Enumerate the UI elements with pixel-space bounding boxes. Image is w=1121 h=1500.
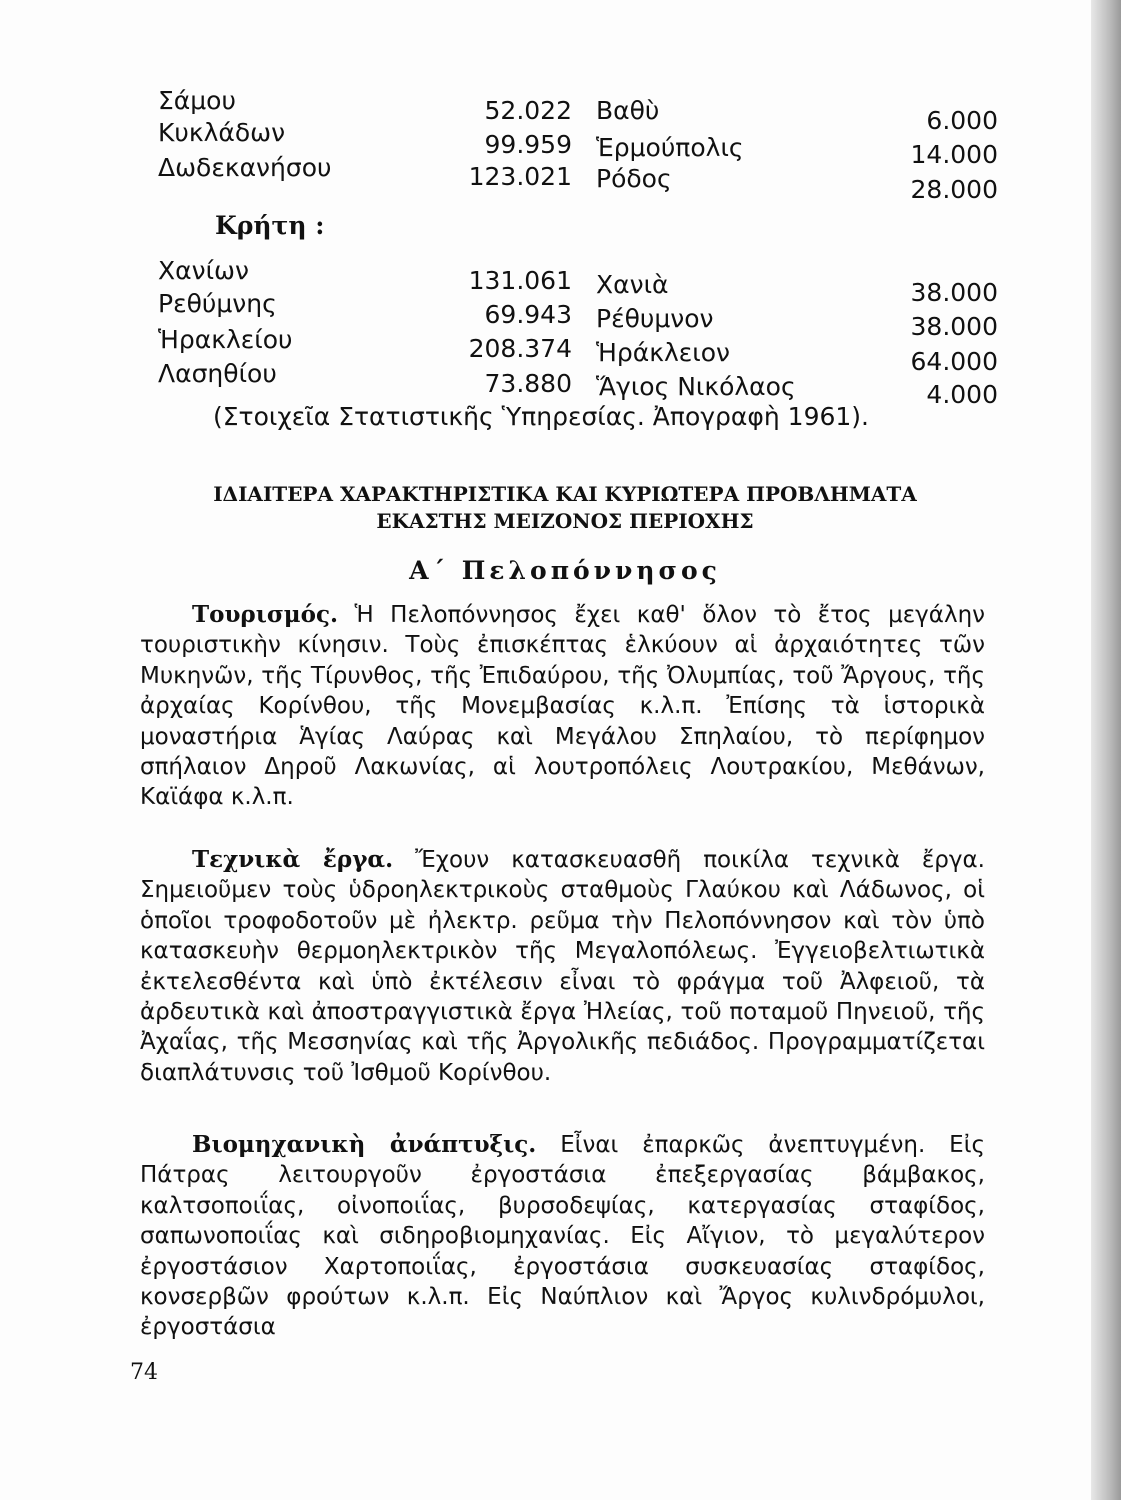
table-row-capital: Χανιὰ	[596, 270, 669, 299]
section-heading-line2: ΕΚΑΣΤΗΣ ΜΕΙΖΟΝΟΣ ΠΕΡΙΟΧΗΣ	[376, 509, 754, 533]
table-row-capital: Ἡράκλειον	[596, 338, 730, 367]
paragraph-lead: Τουρισμός.	[192, 601, 338, 628]
region-title-crete: Κρήτη :	[215, 211, 325, 240]
table-row-capital: Βαθὺ	[596, 96, 660, 125]
book-spine-shadow	[1091, 0, 1121, 1500]
table-row-capital-population: 6.000	[926, 106, 998, 135]
table-row-population: 123.021	[468, 162, 572, 191]
table-row-name: Λασηθίου	[158, 359, 277, 388]
table-row-capital: Ἑρμούπολις	[596, 133, 744, 162]
table-row-capital: Ρόδος	[596, 164, 672, 193]
section-heading-line1: ΙΔΙΑΙΤΕΡΑ ΧΑΡΑΚΤΗΡΙΣΤΙΚΑ ΚΑΙ ΚΥΡΙΩΤΕΡΑ ΠΡΟΒΛΗΜΑΤΑ	[213, 482, 917, 506]
paragraph-tourism	[140, 600, 985, 813]
table-row-population: 208.374	[468, 334, 572, 363]
paragraph-technical-works	[140, 845, 985, 1088]
source-note: (Στοιχεῖα Στατιστικῆς Ὑπηρεσίας. Ἀπογραφὴ 1961).	[213, 402, 870, 431]
paragraph-text: Ἔχουν κατασκευασθῆ ποικίλα τεχνικὰ ἔργα. Σημειοῦμεν τοὺς ὑδροηλεκτρικοὺς σταθμοὺς Γλαύκου καὶ Λάδωνος, οἱ ὁποῖοι τροφοδοτοῦν μὲ ἠλεκτρ. ρεῦμα τὴν Πελοπόννησον καὶ τὸν ὑπὸ κατασκευὴν θερμοηλεκτρικὸν τῆς Μεγαλοπόλεως. Ἐγγειοβελτιωτικὰ ἐκτελεσθέντα καὶ ὑπὸ ἐκτέλεσιν εἶναι τὸ φράγμα τοῦ Ἀλφειοῦ, τὰ ἀρδευτικὰ καὶ ἀποστραγγιστικὰ ἔργα Ἠλείας, τοῦ ποταμοῦ Πηνειοῦ, τῆς Ἀχαΐας, τῆς Μεσσηνίας καὶ τῆς Ἀργολικῆς πεδιάδος. Προγραμματίζεται διαπλάτυνσις τοῦ Ἰσθμοῦ Κορίνθου.	[140, 847, 985, 1086]
table-row-population: 52.022	[484, 96, 572, 125]
paragraph-industrial-development	[140, 1130, 985, 1343]
table-row-capital-population: 14.000	[910, 140, 998, 169]
table-row-name: Δωδεκανήσου	[158, 153, 332, 182]
table-row-capital-population: 64.000	[910, 347, 998, 376]
paragraph-lead: Βιομηχανικὴ ἀνάπτυξις.	[192, 1131, 537, 1158]
table-row-capital-population: 38.000	[910, 278, 998, 307]
table-row-capital-population: 38.000	[910, 312, 998, 341]
paragraph-text: Εἶναι ἐπαρκῶς ἀνεπτυγμένη. Εἰς Πάτρας λειτουργοῦν ἐργοστάσια ἐπεξεργασίας βάμβακος, καλτσοποιΐας, οἰνοποιΐας, βυρσοδεψίας, κατεργασίας σταφίδος, σαπωνοποιΐας καὶ σιδηροβιομηχανίας. Εἰς Αἴγιον, τὸ μεγαλύτερον ἐργοστάσιον Χαρτοποιΐας, ἐργοστάσια συσκευασίας σταφίδος, κονσερβῶν φρούτων κ.λ.π. Εἰς Ναύπλιον καὶ Ἄργος κυλινδρόμυλοι, ἐργοστάσια	[140, 1132, 985, 1341]
table-row-name: Ρεθύμνης	[158, 289, 277, 318]
table-row-capital: Ἅγιος Νικόλαος	[596, 372, 796, 401]
subsection-heading: Α΄ Πελοπόννησος	[409, 556, 721, 585]
table-row-population: 73.880	[484, 369, 572, 398]
table-row-name: Σάμου	[158, 86, 236, 115]
table-row-name: Χανίων	[158, 256, 249, 285]
table-row-name: Ἡρακλείου	[158, 325, 293, 354]
paragraph-text: Ἡ Πελοπόννησος ἔχει καθ' ὅλον τὸ ἔτος μεγάλην τουριστικὴν κίνησιν. Τοὺς ἐπισκέπτας ἑλκύουν αἱ ἀρχαιότητες τῶν Μυκηνῶν, τῆς Τίρυνθος, τῆς Ἐπιδαύρου, τῆς Ὀλυμπίας, τοῦ Ἄργους, τῆς ἀρχαίας Κορίνθου, τῆς Μονεμβασίας κ.λ.π. Ἐπίσης τὰ ἱστορικὰ μοναστήρια Ἁγίας Λαύρας καὶ Μεγάλου Σπηλαίου, τὸ περίφημον σπήλαιον Δηροῦ Λακωνίας, αἱ λουτροπόλεις Λουτρακίου, Μεθάνων, Καϊάφα κ.λ.π.	[140, 602, 985, 811]
table-row-name: Κυκλάδων	[158, 118, 286, 147]
table-row-population: 69.943	[484, 300, 572, 329]
table-row-capital-population: 4.000	[926, 380, 998, 409]
page-number: 74	[130, 1360, 158, 1385]
table-row-capital: Ρέθυμνον	[596, 304, 714, 333]
table-row-population: 131.061	[468, 266, 572, 295]
table-row-population: 99.959	[484, 130, 572, 159]
table-row-capital-population: 28.000	[910, 175, 998, 204]
paragraph-lead: Τεχνικὰ ἔργα.	[192, 846, 394, 873]
